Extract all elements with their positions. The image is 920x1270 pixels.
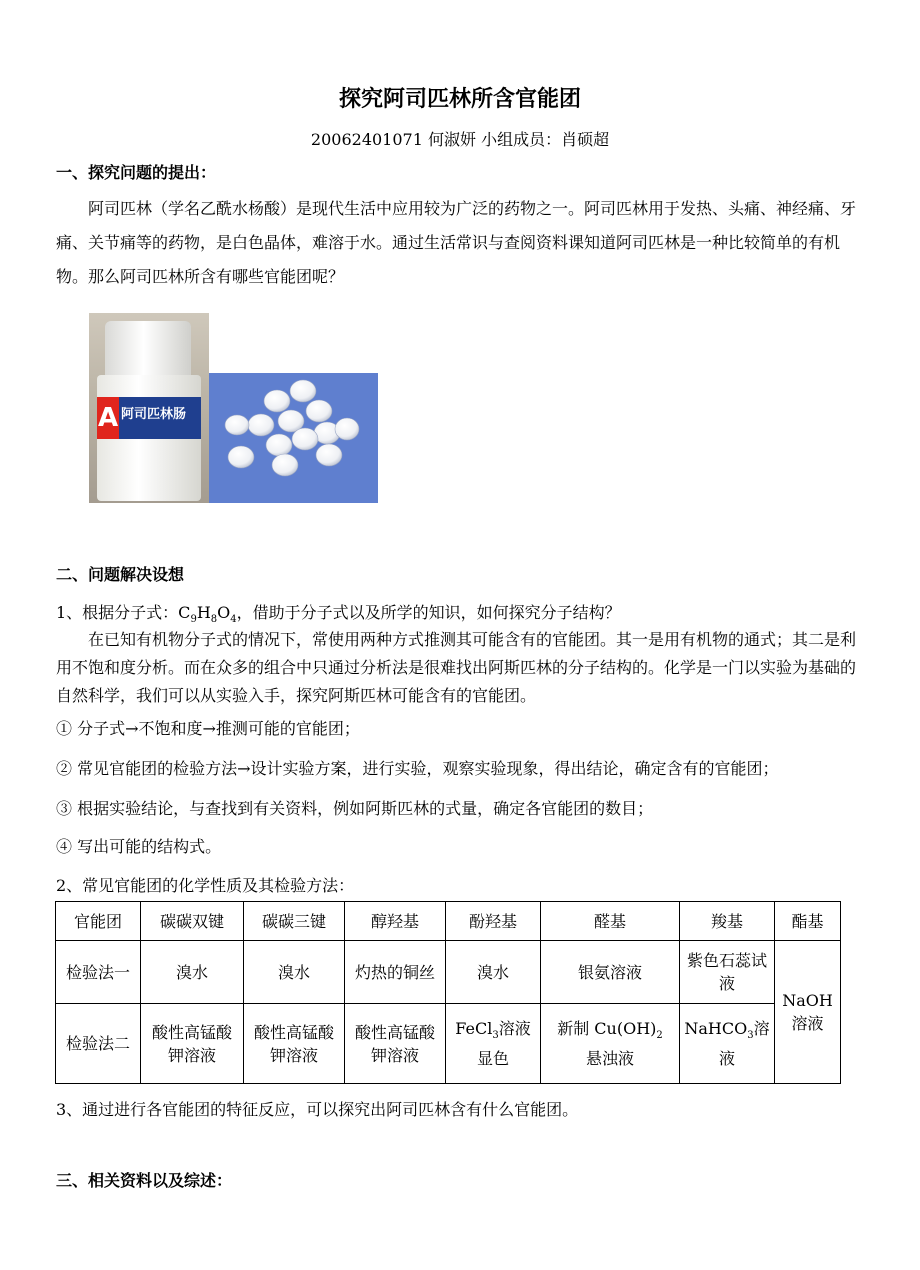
page-title: 探究阿司匹林所含官能团 bbox=[338, 86, 581, 112]
table-cell: 紫色石蕊试液 bbox=[680, 941, 775, 1004]
table-cell: 溴水 bbox=[446, 941, 541, 1004]
table-cell: 酯基 bbox=[775, 902, 841, 941]
table-cell: 官能团 bbox=[56, 902, 141, 941]
section-2-paragraph: 在已知有机物分子式的情况下，常使用两种方式推测其可能含有的官能团。其一是用有机物的通式；其二是利用不饱和度分析。而在众多的组合中只通过分析法是很难找出阿斯匹林的分子结构的。化学是一门以实验为基础的自然科学，我们可以从实验入手，探究阿斯匹林可能含有的官能团。 bbox=[56, 630, 857, 705]
section-2-heading: 二、问题解决设想 bbox=[56, 565, 185, 584]
table-cell: 酸性高锰酸钾溶液 bbox=[141, 1004, 244, 1084]
aspirin-tablets-photo bbox=[209, 373, 378, 503]
section-1-heading: 一、探究问题的提出： bbox=[56, 163, 217, 182]
table-row bbox=[56, 1004, 841, 1084]
table-cell: NaHCO$_3$溶液 bbox=[680, 1004, 775, 1084]
table-cell: 醛基 bbox=[541, 902, 680, 941]
table-cell: 灼热的铜丝 bbox=[345, 941, 446, 1004]
aspirin-bottle-photo bbox=[89, 313, 209, 503]
step-3: ③ 根据实验结论，与查找到有关资料，例如阿斯匹林的式量，确定各官能团的数目； bbox=[56, 799, 654, 818]
table-cell: 检验法二 bbox=[56, 1004, 141, 1084]
bottle-label-text: 阿司匹林肠 bbox=[121, 407, 187, 422]
table-header-row bbox=[56, 902, 841, 941]
section-3-heading: 三、相关资料以及综述： bbox=[56, 1171, 233, 1190]
step-2: ② 常见官能团的检验方法→设计实验方案，进行实验，观察实验现象，得出结论，确定含有的官能团； bbox=[56, 759, 779, 778]
table-cell: 酚羟基 bbox=[446, 902, 541, 941]
table-cell: 溴水 bbox=[141, 941, 244, 1004]
question-2: 2、常见官能团的化学性质及其检验方法： bbox=[56, 876, 355, 895]
question-3: 3、通过进行各官能团的特征反应，可以探究出阿司匹林含有什么官能团。 bbox=[56, 1100, 579, 1119]
table-cell: 羧基 bbox=[680, 902, 775, 941]
question-1: 1、根据分子式：$C_9H_8O_4$，借助于分子式以及所学的知识，如何探究分子结构？ bbox=[56, 603, 621, 626]
table-cell: FeCl$_3$溶液显色 bbox=[446, 1004, 541, 1084]
table-row bbox=[56, 941, 841, 1004]
table-cell: 酸性高锰酸钾溶液 bbox=[345, 1004, 446, 1084]
table-cell: 碳碳双键 bbox=[141, 902, 244, 941]
author-line: 20062401071 何淑妍 小组成员：肖硕超 bbox=[310, 130, 610, 149]
table-cell: 检验法一 bbox=[56, 941, 141, 1004]
bottle-letter: A bbox=[97, 397, 119, 439]
table-cell: 酸性高锰酸钾溶液 bbox=[244, 1004, 345, 1084]
ester-test-cell: NaOH 溶液 bbox=[775, 941, 841, 1084]
table-cell: 银氨溶液 bbox=[541, 941, 680, 1004]
step-4: ④ 写出可能的结构式。 bbox=[56, 837, 222, 856]
section-1-paragraph: 阿司匹林（学名乙酰水杨酸）是现代生活中应用较为广泛的药物之一。阿司匹林用于发热、头痛、神经痛、牙痛、关节痛等的药物，是白色晶体，难溶于水。通过生活常识与查阅资料课知道阿司匹林是一种比较简单的有机物。那么阿司匹林所含有哪些官能团呢？ bbox=[56, 199, 857, 286]
table-cell: 新制 $Cu(OH)_2$ 悬浊液 bbox=[541, 1004, 680, 1084]
table-cell: 醇羟基 bbox=[345, 902, 446, 941]
table-cell: 碳碳三键 bbox=[244, 902, 345, 941]
functional-group-table bbox=[55, 901, 841, 1084]
table-cell: 溴水 bbox=[244, 941, 345, 1004]
step-1: ① 分子式→不饱和度→推测可能的官能团； bbox=[56, 719, 360, 738]
